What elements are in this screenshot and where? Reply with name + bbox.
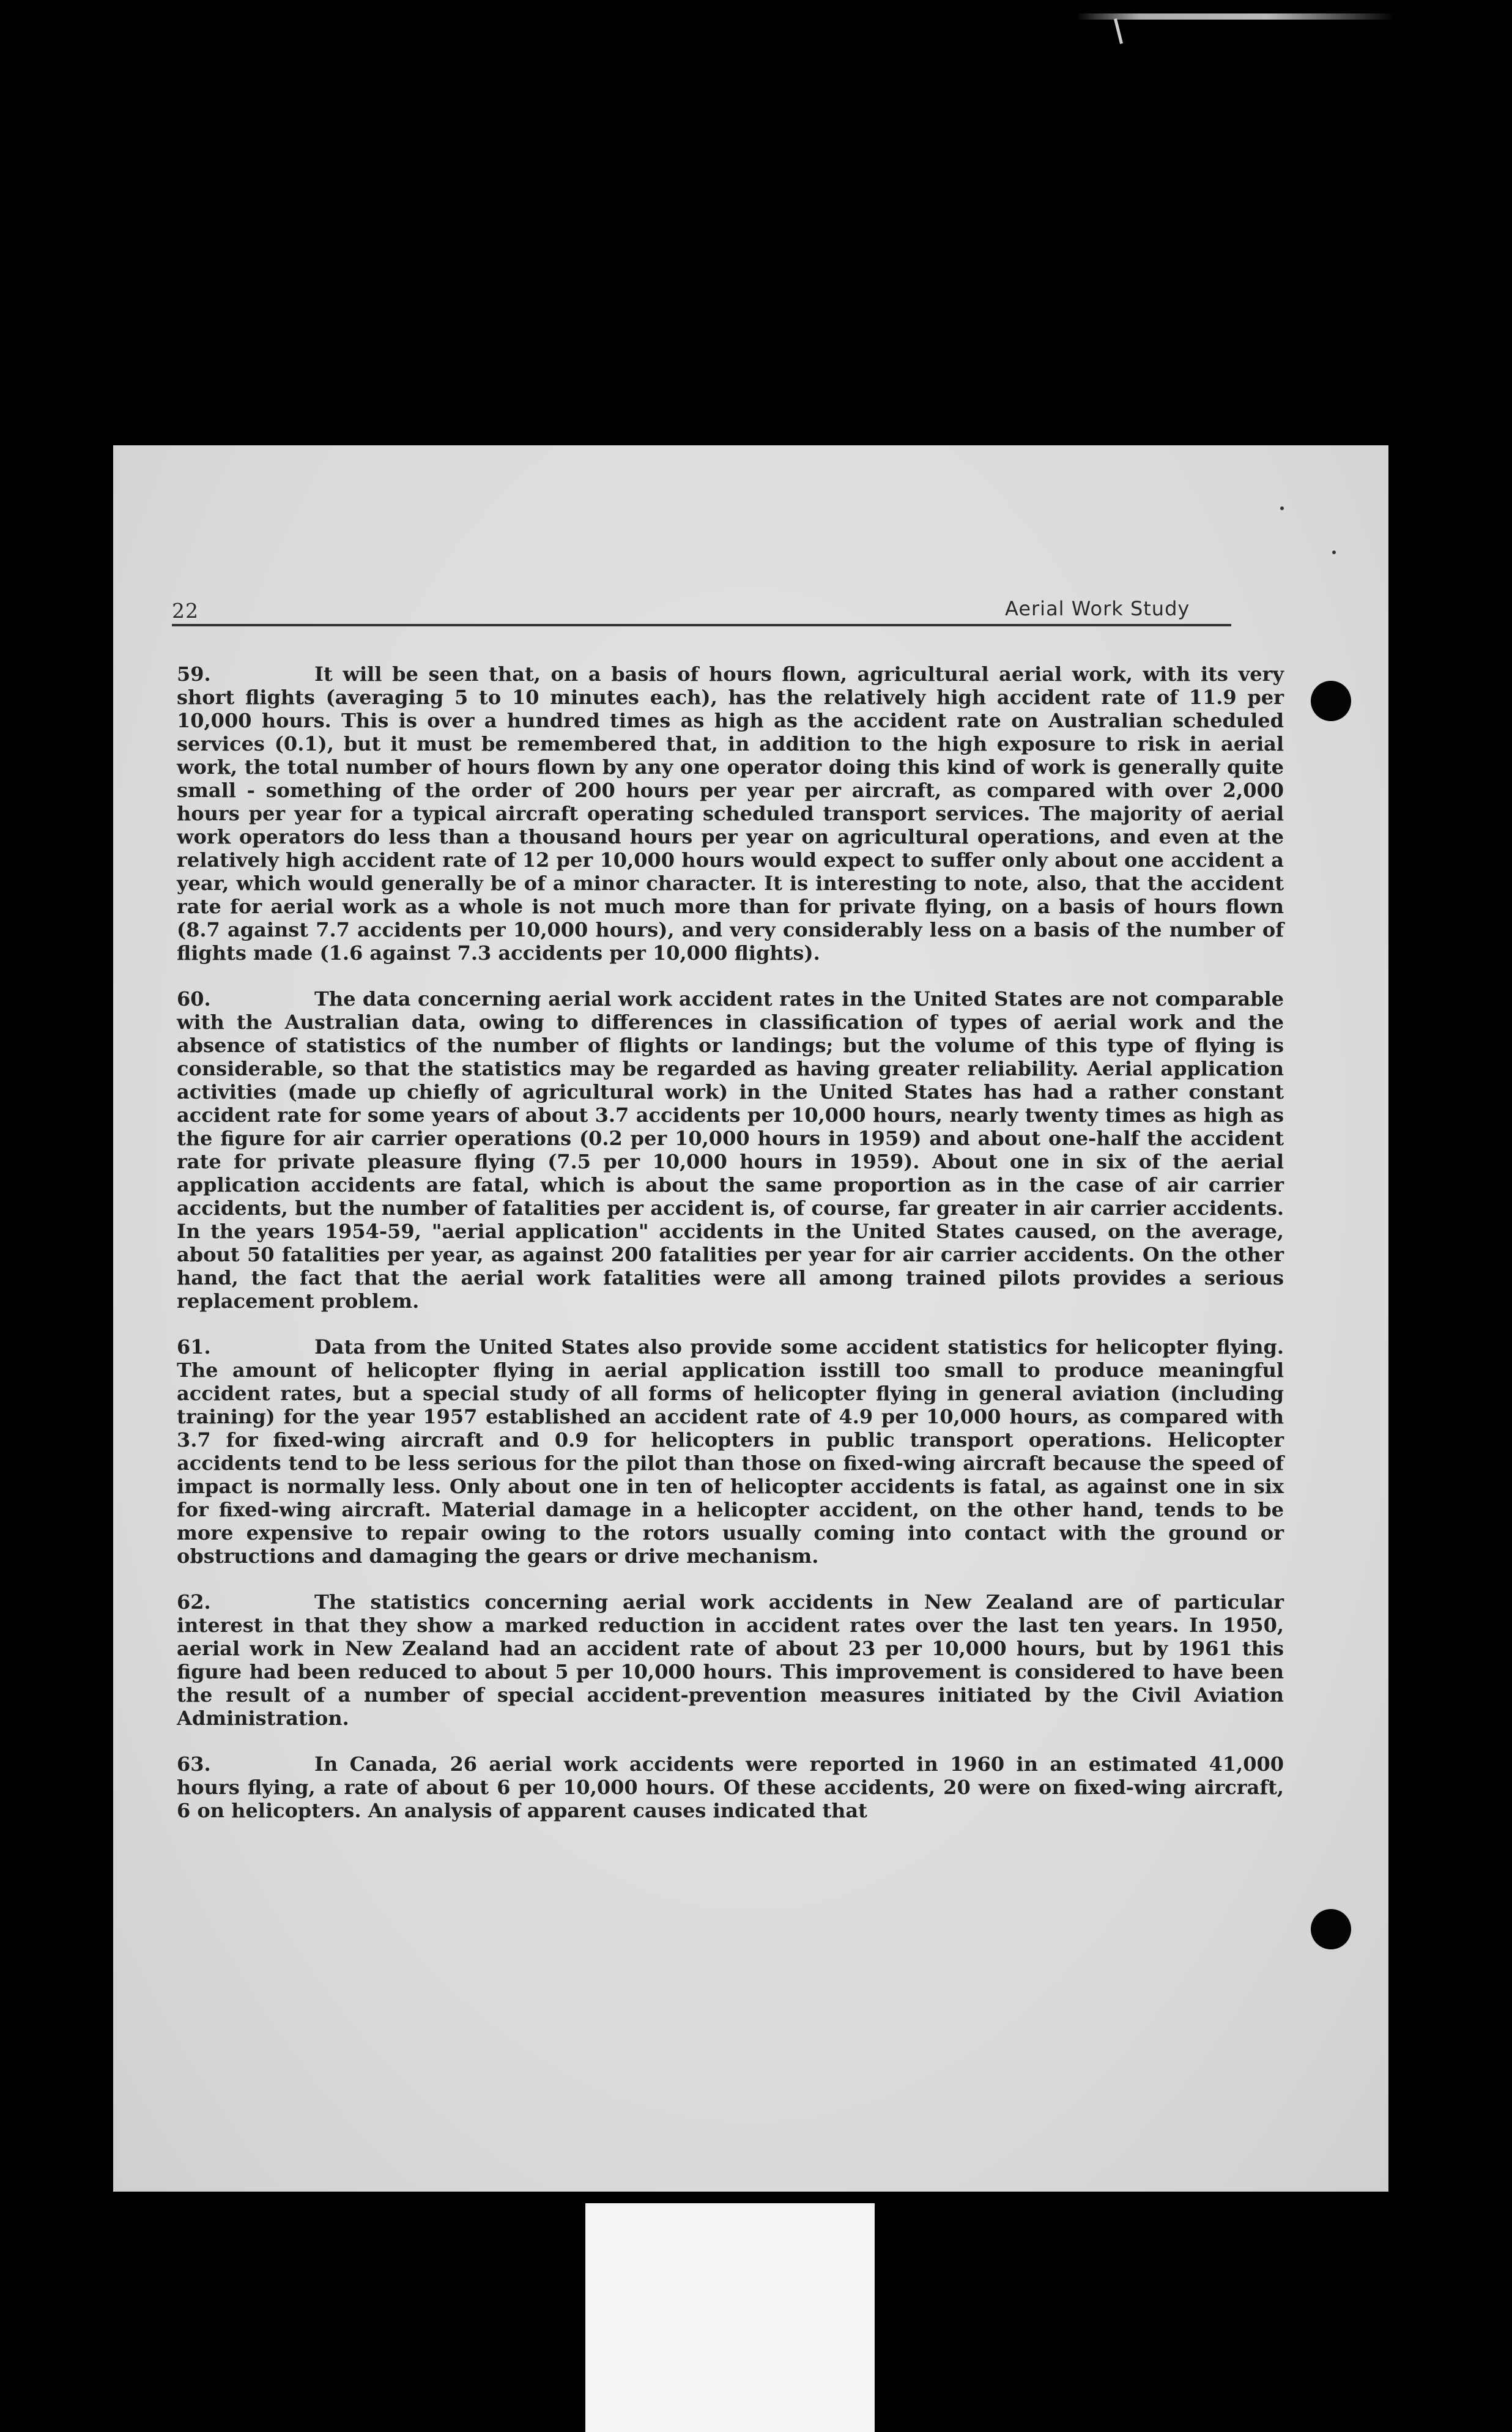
film-label-card	[585, 2203, 875, 2432]
body-text	[177, 662, 1284, 1845]
paragraph-text: The statistics concerning aerial work accidents in New Zealand are of particular interest in that they show a marked reduction in accident rates over the last ten years. In 1950, aerial work in New Zealand had an accident rate of about 23 per 10,000 hours, but by 1961 this figure had been reduced to about 5 per 10,000 hours. This improvement is considered to have been the result of a number of special accident-prevention measures initiated by the Civil Aviation Administration.	[177, 1590, 1284, 1730]
paragraph-number: 62.	[177, 1590, 211, 1614]
paragraph-60	[177, 987, 1284, 1313]
paragraph-number: 61.	[177, 1335, 211, 1359]
paragraph-number: 60.	[177, 987, 211, 1010]
paragraph-61	[177, 1335, 1284, 1568]
paragraph-number: 59.	[177, 662, 211, 686]
page-number: 22	[172, 599, 199, 623]
paragraph-text: Data from the United States also provide some accident statistics for helicopter flying. The amount of helicopter flying in aerial application isstill too small to produce meaningful accident rates, but a special study of all forms of helicopter flying in general aviation (including training) for the year 1957 established an accident rate of 4.9 per 10,000 hours, as compared with 3.7 for fixed-wing aircraft and 0.9 for helicopters in public transport operations. Helicopter accidents tend to be less serious for the pilot than those on fixed-wing aircraft because the speed of impact is normally less. Only about one in ten of helicopter accidents is fatal, as against one in six for fixed-wing aircraft. Material damage in a helicopter accident, on the other hand, tends to be more expensive to repair owing to the rotors usually coming into contact with the ground or obstructions and damaging the gears or drive mechanism.	[177, 1335, 1284, 1568]
dust-speck	[1280, 506, 1284, 510]
paragraph-59	[177, 662, 1284, 965]
punch-hole-top	[1311, 681, 1351, 721]
paragraph-63	[177, 1752, 1284, 1822]
paragraph-number: 63.	[177, 1752, 211, 1776]
page-header	[172, 598, 1231, 626]
paragraph-text: The data concerning aerial work accident rates in the United States are not comparable with the Australian data, owing to differences in classification of types of aerial work and the absence of statistics of the number of flights or landings; but the volume of this type of flying is considerable, so that the statistics may be regarded as having greater reliability. Aerial application activities (made up chiefly of agricultural work) in the United States has had a rather constant accident rate for some years of about 3.7 accidents per 10,000 hours, nearly twenty times as high as the figure for air carrier operations (0.2 per 10,000 hours in 1959) and about one-half the accident rate for private pleasure flying (7.5 per 10,000 hours in 1959). About one in six of the aerial application accidents are fatal, which is about the same proportion as in the case of air carrier accidents, but the number of fatalities per accident is, of course, far greater in air carrier accidents. In the years 1954-59, "aerial application" accidents in the United States caused, on the average, about 50 fatalities per year, as against 200 fatalities per year for air carrier accidents. On the other hand, the fact that the aerial work fatalities were all among trained pilots provides a serious replacement problem.	[177, 987, 1284, 1313]
paragraph-text: It will be seen that, on a basis of hours flown, agricultural aerial work, with its very short flights (averaging 5 to 10 minutes each), has the relatively high accident rate of 11.9 per 10,000 hours. This is over a hundred times as high as the accident rate on Australian scheduled services (0.1), but it must be remembered that, in addition to the high exposure to risk in aerial work, the total number of hours flown by any one operator doing this kind of work is generally quite small - something of the order of 200 hours per year per aircraft, as compared with over 2,000 hours per year for a typical aircraft operating scheduled transport services. The majority of aerial work operators do less than a thousand hours per year on agricultural operations, and even at the relatively high accident rate of 12 per 10,000 hours would expect to suffer only about one accident a year, which would generally be of a minor character. It is interesting to note, also, that the accident rate for aerial work as a whole is not much more than for private flying, on a basis of hours flown (8.7 against 7.7 accidents per 10,000 hours), and very considerably less on a basis of the number of flights made (1.6 against 7.3 accidents per 10,000 flights).	[177, 662, 1284, 965]
paragraph-62	[177, 1590, 1284, 1730]
punch-hole-bottom	[1311, 1909, 1351, 1949]
film-scratch-mark	[1077, 13, 1395, 20]
paragraph-text: In Canada, 26 aerial work accidents were reported in 1960 in an estimated 41,000 hours flying, a rate of about 6 per 10,000 hours. Of these accidents, 20 were on fixed-wing aircraft, 6 on helicopters. An analysis of apparent causes indicated that	[177, 1752, 1284, 1822]
dust-speck	[1332, 551, 1336, 554]
running-title: Aerial Work Study	[1005, 597, 1190, 620]
document-page	[113, 445, 1388, 2192]
film-scratch-tick	[1114, 18, 1123, 44]
